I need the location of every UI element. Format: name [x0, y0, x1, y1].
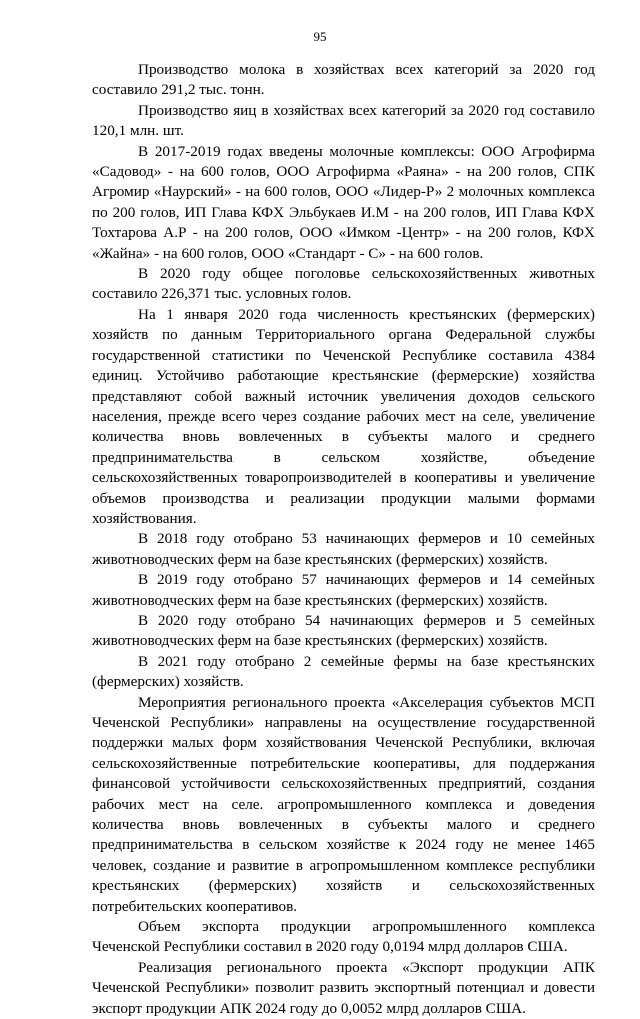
paragraph-2019: В 2019 году отобрано 57 начинающих фермеров и 14 семейных животноводческих ферм на базе крестьянских (фермерских) хозяйств. [92, 571, 595, 609]
paragraph-2020: В 2020 году отобрано 54 начинающих фермеров и 5 семейных животноводческих ферм на базе крестьянских (фермерских) хозяйств. [92, 611, 595, 650]
paragraph-2021: В 2021 году отобрано 2 семейные фермы на базе крестьянских (фермерских) хозяйств. [92, 652, 595, 691]
paragraph-farms-count: На 1 января 2020 года численность крестьянских (фермерских) хозяйств по данным Территориального органа Федеральной службы государственной статистики по Чеченской Республике составила 4384 единиц. Устойчиво работающие крестьянские (фермерские) хозяйства представляют собой важный источник увеличения доходов сельского населения, прежде всего через создание рабочих мест на селе, увеличение количества вновь вовлеченных в субъекты малого и среднего предпринимательства в сельском хозяйстве, объедение сельскохозяйственных товаропроизводителей в кооперативы и увеличение объемов производства и реализации продукции малыми формами хозяйствования. [92, 305, 595, 527]
paragraph-egg-production: Производство яиц в хозяйствах всех категорий за 2020 год составило 120,1 млн. шт. [92, 101, 595, 140]
paragraph-acceleration-project: Мероприятия регионального проекта «Акселерация субъектов МСП Чеченской Республики» направлены на осуществление государственной поддержки малых форм хозяйствования Чеченской Республики, включая сельскохозяйственные потребительские кооперативы, для поддержания финансовой устойчивости сельскохозяйственных предприятий, создания рабочих мест на селе. агропромышленного комплекса и доведения количества вновь вовлеченных в субъекты малого и среднего предпринимательства в сельском хозяйстве к 2024 году не менее 1465 человек, создание и развитие в агропромышленном комплексе республики крестьянских (фермерских) хозяйств и сельскохозяйственных потребительских кооперативов. [92, 693, 595, 915]
page-number: 95 [313, 29, 327, 44]
paragraph-livestock: В 2020 году общее поголовье сельскохозяйственных животных составило 226,371 тыс. условных голов. [92, 265, 595, 303]
paragraph-milk-production: Производство молока в хозяйствах всех категорий за 2020 год составило 291,2 тыс. тонн. [92, 61, 595, 99]
paragraph-2018: В 2018 году отобрано 53 начинающих фермеров и 10 семейных животноводческих ферм на базе крестьянских (фермерских) хозяйств. [92, 530, 595, 568]
body-text [92, 60, 595, 1019]
paragraph-export-volume: Объем экспорта продукции агропромышленного комплекса Чеченской Республики составил в 2020 году 0,0194 млрд долларов США. [92, 918, 595, 956]
paragraph-dairy-complexes: В 2017-2019 годах введены молочные комплексы: ООО Агрофирма «Садовод» - на 600 голов, ООО Агрофирма «Раяна» - на 200 голов, СПК Агромир «Наурский» - на 600 голов, ООО «Лидер-Р» 2 молочных комплекса по 200 голов, ИП Глава КФХ Эльбукаев И.М - на 200 голов, ИП Глава КФХ Тохтарова А.Р - на 200 голов, ООО «Имком -Центр» - на 200 голов, КФХ «Жайна» - на 600 голов, ООО «Стандарт - С» - на 600 голов. [92, 142, 595, 262]
paragraph-export-project: Реализация регионального проекта «Экспорт продукции АПК Чеченской Республики» позволит развить экспортный потенциал и довести экспорт продукции АПК 2024 году до 0,0052 млрд долларов США. [92, 958, 595, 1017]
